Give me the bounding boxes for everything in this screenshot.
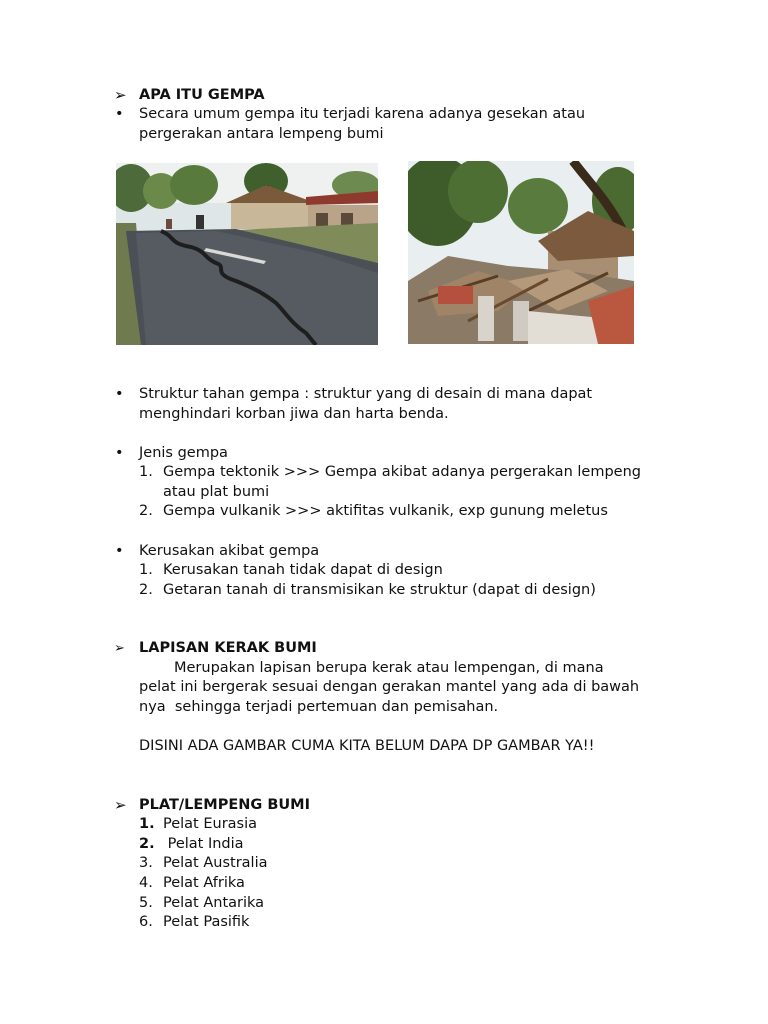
section-heading-apa-itu-gempa: APA ITU GEMPA: [139, 87, 265, 103]
list-item: Pelat Antarika: [163, 895, 265, 911]
bullet-icon: •: [115, 445, 124, 461]
list-number: 5.: [139, 895, 153, 911]
arrow-bullet-icon: ➢: [114, 641, 125, 656]
bullet-icon: •: [115, 386, 124, 402]
list-item: Pelat Eurasia: [163, 816, 258, 832]
list-item: Getaran tanah di transmisikan ke struktur (dapat di design): [163, 582, 596, 598]
list-number: 1.: [139, 464, 153, 480]
section-heading-plat-lempeng-bumi: PLAT/LEMPENG BUMI: [139, 797, 310, 813]
bullet-icon: •: [115, 543, 124, 559]
list-item: Pelat Australia: [163, 855, 268, 871]
list-item: Pelat Afrika: [163, 875, 245, 891]
list-item: Pelat India: [163, 836, 244, 852]
image-placeholder-note: DISINI ADA GAMBAR CUMA KITA BELUM DAPA DP GAMBAR YA!!: [139, 738, 595, 754]
arrow-bullet-icon: ➢: [114, 796, 127, 814]
paragraph-line: nya sehingga terjadi pertemuan dan pemisahan.: [139, 699, 499, 715]
cracked-road-photo: [116, 163, 378, 345]
list-item: Kerusakan tanah tidak dapat di design: [163, 562, 443, 578]
list-number: 2.: [139, 836, 155, 852]
list-item-continuation: atau plat bumi: [163, 484, 270, 500]
list-number: 6.: [139, 914, 153, 930]
section-heading-lapisan-kerak-bumi: LAPISAN KERAK BUMI: [139, 640, 317, 656]
list-number: 2.: [139, 503, 153, 519]
list-number: 3.: [139, 855, 153, 871]
paragraph-line: pelat ini bergerak sesuai dengan gerakan mantel yang ada di bawah: [139, 679, 640, 695]
list-number: 4.: [139, 875, 153, 891]
collapsed-house-photo: [408, 161, 634, 344]
list-item: Gempa vulkanik >>> aktifitas vulkanik, exp gunung meletus: [163, 503, 608, 519]
list-number: 1.: [139, 816, 155, 832]
bullet-icon: •: [115, 106, 124, 122]
paragraph-line: Secara umum gempa itu terjadi karena adanya gesekan atau: [139, 106, 586, 122]
paragraph-line: menghindari korban jiwa dan harta benda.: [139, 406, 449, 422]
paragraph-line: pergerakan antara lempeng bumi: [139, 126, 384, 142]
paragraph-line: Merupakan lapisan berupa kerak atau lempengan, di mana: [174, 660, 604, 676]
list-item: Pelat Pasifik: [163, 914, 250, 930]
list-heading-kerusakan: Kerusakan akibat gempa: [139, 543, 320, 559]
list-number: 2.: [139, 582, 153, 598]
list-item: Gempa tektonik >>> Gempa akibat adanya pergerakan lempeng: [163, 464, 641, 480]
list-number: 1.: [139, 562, 153, 578]
arrow-bullet-icon: ➢: [114, 86, 127, 104]
list-heading-jenis-gempa: Jenis gempa: [139, 445, 228, 461]
paragraph-line: Struktur tahan gempa : struktur yang di desain di mana dapat: [139, 386, 593, 402]
